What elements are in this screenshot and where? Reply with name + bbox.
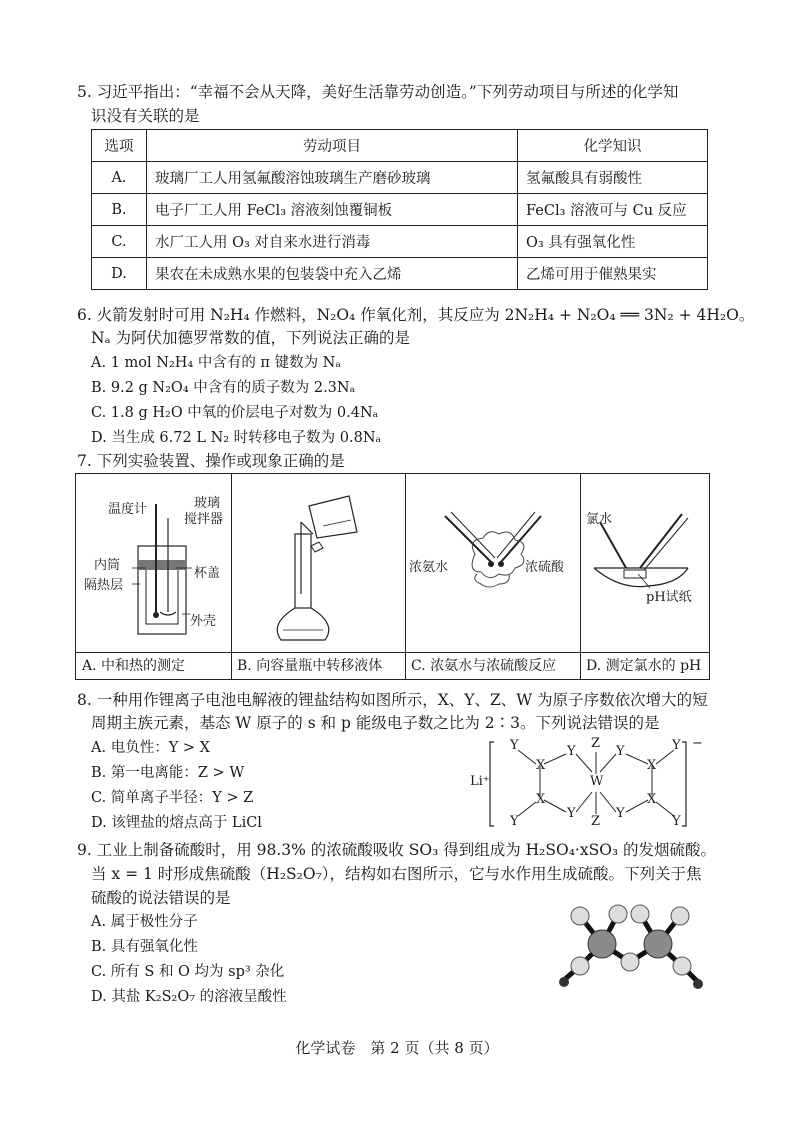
header-option: 选项 bbox=[92, 130, 147, 162]
label-thermometer: 温度计 bbox=[108, 502, 148, 517]
q8-option-d: D. 该锂盐的熔点高于 LiCl bbox=[91, 815, 262, 831]
label-ph-paper: pH试纸 bbox=[646, 590, 692, 605]
atom-y: Y bbox=[510, 814, 519, 829]
atom-y: Y bbox=[616, 744, 625, 759]
label-acid: 浓硫酸 bbox=[525, 560, 565, 575]
row-labor: 玻璃厂工人用氢氟酸溶蚀玻璃生产磨砂玻璃 bbox=[147, 162, 518, 194]
ph-test-diagram bbox=[580, 474, 709, 652]
q9-stem-line2: 当 x = 1 时形成焦硫酸（H₂S₂O₇），结构如右图所示，它与水作用生成硫酸。下列关于焦 bbox=[91, 865, 702, 883]
q6-stem-line2: Nₐ 为阿伏加德罗常数的值，下列说法正确的是 bbox=[91, 329, 410, 347]
row-labor: 果农在未成熟水果的包装袋中充入乙烯 bbox=[147, 258, 518, 290]
row-option: D. bbox=[92, 258, 147, 290]
atom-y: Y bbox=[672, 814, 681, 829]
label-stirrer: 搅拌器 bbox=[184, 512, 224, 527]
label-ammonia: 浓氨水 bbox=[409, 560, 449, 575]
atom-z: Z bbox=[591, 814, 601, 829]
row-chem: 乙烯可用于催熟果实 bbox=[518, 258, 708, 290]
q6-option-d: D. 当生成 6.72 L N₂ 时转移电子数为 0.8Nₐ bbox=[91, 430, 382, 446]
q8-option-b: B. 第一电离能：Z > W bbox=[91, 765, 245, 781]
atom-z: Z bbox=[591, 736, 601, 751]
q8-stem-line1: 8. 一种用作锂离子电池电解液的锂盐结构如图所示，X、Y、Z、W 为原子序数依次增大的短 bbox=[77, 691, 708, 709]
q7-cell-a bbox=[76, 474, 232, 679]
atom-w: W bbox=[590, 774, 604, 789]
q7-figure-box bbox=[75, 473, 710, 680]
q8-option-a: A. 电负性：Y > X bbox=[91, 740, 210, 756]
label-shell: 外壳 bbox=[190, 614, 217, 629]
charge-minus: − bbox=[692, 736, 703, 751]
q9-stem-line1: 9. 工业上制备硫酸时，用 98.3% 的浓硫酸吸收 SO₃ 得到组成为 H₂SO₄·xSO₃ 的发烟硫酸。 bbox=[77, 841, 717, 859]
q8-stem-line2: 周期主族元素，基态 W 原子的 s 和 p 能级电子数之比为 2∶3。下列说法错误的是 bbox=[91, 714, 660, 732]
row-chem: FeCl₃ 溶液可与 Cu 反应 bbox=[518, 194, 708, 226]
q6-option-b: B. 9.2 g N₂O₄ 中含有的质子数为 2.3Nₐ bbox=[91, 380, 356, 396]
table-row bbox=[92, 194, 708, 226]
q9-option-a: A. 属于极性分子 bbox=[91, 914, 198, 930]
atom-x: X bbox=[647, 792, 657, 807]
q6-stem-line1: 6. 火箭发射时可用 N₂H₄ 作燃料，N₂O₄ 作氧化剂，其反应为 2N₂H₄ + N₂O₄ ══ 3N₂ + 4H₂O。 bbox=[77, 306, 755, 324]
header-labor: 劳动项目 bbox=[147, 130, 518, 162]
q9-option-b: B. 具有强氧化性 bbox=[91, 939, 198, 955]
label-glass: 玻璃 bbox=[194, 496, 221, 511]
atom-x: X bbox=[647, 758, 657, 773]
table-row bbox=[92, 162, 708, 194]
atom-y: Y bbox=[510, 738, 519, 753]
atom-y: Y bbox=[672, 738, 681, 753]
page-footer: 化学试卷 第 2 页（共 8 页） bbox=[295, 1039, 499, 1057]
q7-stem: 7. 下列实验装置、操作或现象正确的是 bbox=[77, 452, 345, 470]
row-option: B. bbox=[92, 194, 147, 226]
q7-cell-c bbox=[405, 474, 581, 679]
q9-option-d: D. 其盐 K₂S₂O₇ 的溶液呈酸性 bbox=[91, 989, 287, 1005]
q6-option-a: A. 1 mol N₂H₄ 中含有的 π 键数为 Nₐ bbox=[91, 355, 341, 371]
q9-option-c: C. 所有 S 和 O 均为 sp³ 杂化 bbox=[91, 964, 285, 980]
label-insulation: 隔热层 bbox=[84, 578, 124, 593]
table-row bbox=[92, 226, 708, 258]
pyrosulfuric-acid-model bbox=[548, 900, 714, 1000]
atom-x: X bbox=[536, 758, 546, 773]
row-option: A. bbox=[92, 162, 147, 194]
caption-d: D. 测定氯水的 pH bbox=[580, 652, 709, 680]
row-labor: 电子厂工人用 FeCl₃ 溶液刻蚀覆铜板 bbox=[147, 194, 518, 226]
volumetric-flask-diagram bbox=[231, 474, 405, 652]
row-option: C. bbox=[92, 226, 147, 258]
q5-table bbox=[91, 129, 708, 290]
q5-stem-line1: 5. 习近平指出：“幸福不会从天降，美好生活靠劳动创造。”下列劳动项目与所述的化学知 bbox=[77, 83, 679, 101]
label-lid: 杯盖 bbox=[194, 566, 221, 581]
q5-stem-line2: 识没有关联的是 bbox=[91, 107, 200, 125]
q7-cell-d bbox=[580, 474, 709, 679]
q7-cell-b bbox=[231, 474, 406, 679]
atom-x: X bbox=[536, 792, 546, 807]
caption-a: A. 中和热的测定 bbox=[76, 652, 231, 680]
table-header-row bbox=[92, 130, 708, 162]
row-chem: 氢氟酸具有弱酸性 bbox=[518, 162, 708, 194]
row-labor: 水厂工人用 O₃ 对自来水进行消毒 bbox=[147, 226, 518, 258]
atom-y: Y bbox=[616, 806, 625, 821]
q9-stem-line3: 硫酸的说法错误的是 bbox=[91, 889, 231, 907]
header-chem: 化学知识 bbox=[518, 130, 708, 162]
q6-option-c: C. 1.8 g H₂O 中氧的价层电子对数为 0.4Nₐ bbox=[91, 405, 379, 421]
lithium-ion: Li⁺ bbox=[470, 774, 490, 789]
label-chlorine-water: 氯水 bbox=[586, 512, 613, 527]
table-row bbox=[92, 258, 708, 290]
caption-b: B. 向容量瓶中转移液体 bbox=[231, 652, 405, 680]
label-inner: 内筒 bbox=[94, 558, 121, 573]
atom-y: Y bbox=[567, 806, 576, 821]
q8-option-c: C. 简单离子半径：Y > Z bbox=[91, 790, 254, 806]
caption-c: C. 浓氨水与浓硫酸反应 bbox=[405, 652, 580, 680]
atom-y: Y bbox=[567, 744, 576, 759]
row-chem: O₃ 具有强氧化性 bbox=[518, 226, 708, 258]
lithium-salt-structure bbox=[470, 736, 710, 832]
